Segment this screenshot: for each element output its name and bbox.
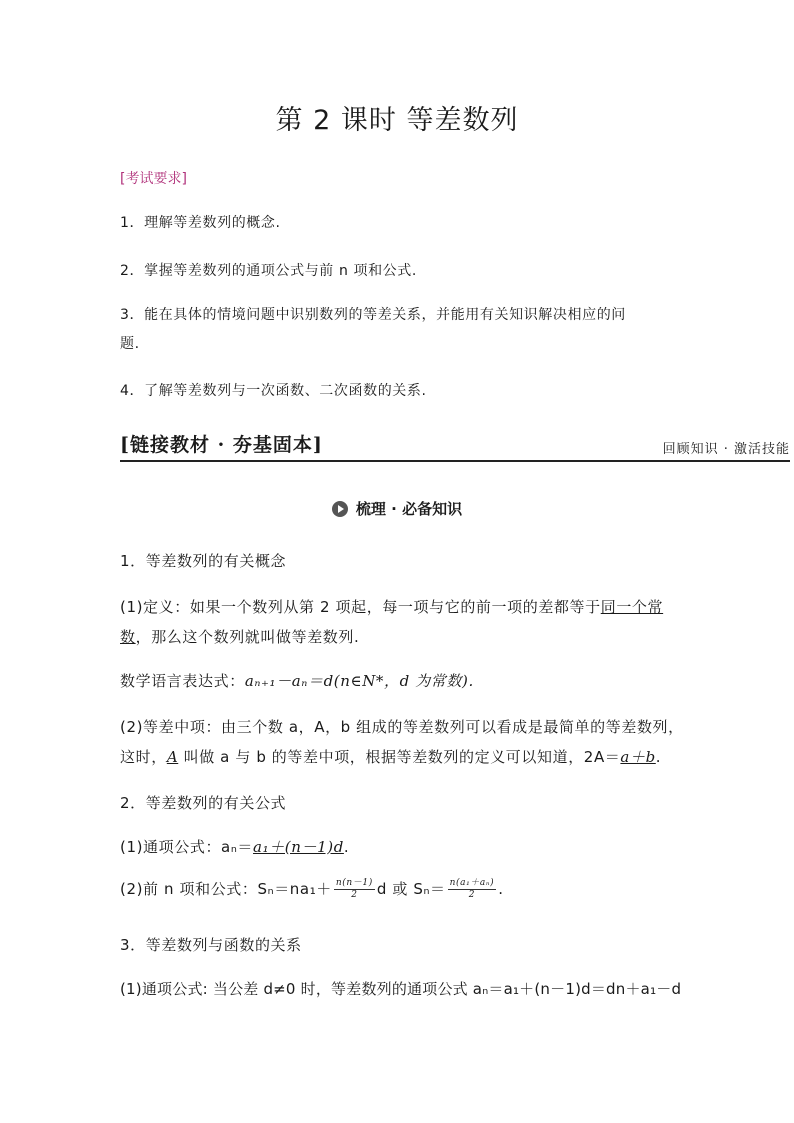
section-title: [链接教材 · 夯基固本] bbox=[120, 434, 323, 456]
definition-answer-cont: 数 bbox=[120, 628, 136, 646]
requirement-item: 2．掌握等差数列的通项公式与前 n 项和公式. bbox=[120, 263, 417, 279]
definition-line bbox=[120, 596, 663, 617]
function-relation-line: (1)通项公式: 当公差 d≠0 时，等差数列的通项公式 aₙ＝a₁＋(n－1)d＝dn＋a₁－d bbox=[120, 980, 682, 998]
expression-label: 数学语言表达式： bbox=[120, 672, 245, 690]
requirement-item: 4．了解等差数列与一次函数、二次函数的关系. bbox=[120, 383, 427, 399]
middle-term-answer-a: A bbox=[166, 748, 179, 766]
general-term-answer: a₁＋(n－1)d bbox=[253, 838, 344, 856]
heading-concepts: 1．等差数列的有关概念 bbox=[120, 552, 287, 570]
subsection-title: 梳理 · 必备知识 bbox=[355, 500, 463, 518]
requirement-item: 3．能在具体的情境问题中识别数列的等差关系，并能用有关知识解决相应的问 bbox=[120, 307, 626, 323]
subsection-heading bbox=[0, 498, 794, 519]
middle-term-answer-ab: a＋b bbox=[620, 748, 656, 766]
definition-answer: 同一个常 bbox=[600, 598, 664, 616]
sum-formula-mid: d 或 Sₙ＝ bbox=[376, 880, 446, 898]
middle-term-text: 这时， bbox=[120, 748, 167, 766]
play-circle-icon bbox=[332, 501, 348, 517]
section-header bbox=[120, 430, 790, 462]
requirement-item-continuation: 题. bbox=[120, 336, 140, 352]
middle-term-line: (2)等差中项：由三个数 a，A，b 组成的等差数列可以看成是最简单的等差数列， bbox=[120, 718, 684, 736]
general-term-label: (1)通项公式：aₙ＝ bbox=[120, 838, 254, 856]
expression-formula: aₙ₊₁－aₙ＝d(n∈N*，d 为常数). bbox=[244, 672, 474, 690]
middle-term-end: . bbox=[655, 748, 662, 766]
middle-term-line-2 bbox=[120, 746, 661, 767]
sum-fraction-1 bbox=[334, 878, 375, 901]
middle-term-text-2: 叫做 a 与 b 的等差中项，根据等差数列的定义可以知道，2A＝ bbox=[178, 748, 621, 766]
fraction-denominator: 2 bbox=[351, 890, 358, 900]
fraction-numerator: n(n－1) bbox=[335, 878, 373, 888]
definition-text: (1)定义：如果一个数列从第 2 项起，每一项与它的前一项的差都等于 bbox=[120, 598, 601, 616]
sum-formula-label: (2)前 n 项和公式：Sₙ＝na₁＋ bbox=[120, 880, 332, 898]
page-title: 第 2 课时 等差数列 bbox=[275, 105, 519, 136]
sum-fraction-2 bbox=[448, 878, 497, 901]
heading-formulas: 2．等差数列的有关公式 bbox=[120, 794, 287, 812]
requirement-item: 1．理解等差数列的概念. bbox=[120, 215, 281, 231]
sum-formula-line bbox=[120, 878, 504, 901]
fraction-numerator: n(a₁＋aₙ) bbox=[449, 878, 495, 888]
general-term-end: . bbox=[343, 838, 350, 856]
heading-functions: 3．等差数列与函数的关系 bbox=[120, 936, 302, 954]
expression-line bbox=[120, 670, 474, 691]
definition-line-2 bbox=[120, 626, 359, 647]
section-subtitle: 回顾知识 · 激活技能 bbox=[662, 442, 790, 457]
sum-formula-end: . bbox=[498, 880, 504, 898]
requirements-label: [考试要求] bbox=[120, 171, 187, 187]
definition-text-cont: ，那么这个数列就叫做等差数列. bbox=[135, 628, 360, 646]
fraction-denominator: 2 bbox=[468, 890, 476, 900]
general-term-line bbox=[120, 836, 349, 857]
